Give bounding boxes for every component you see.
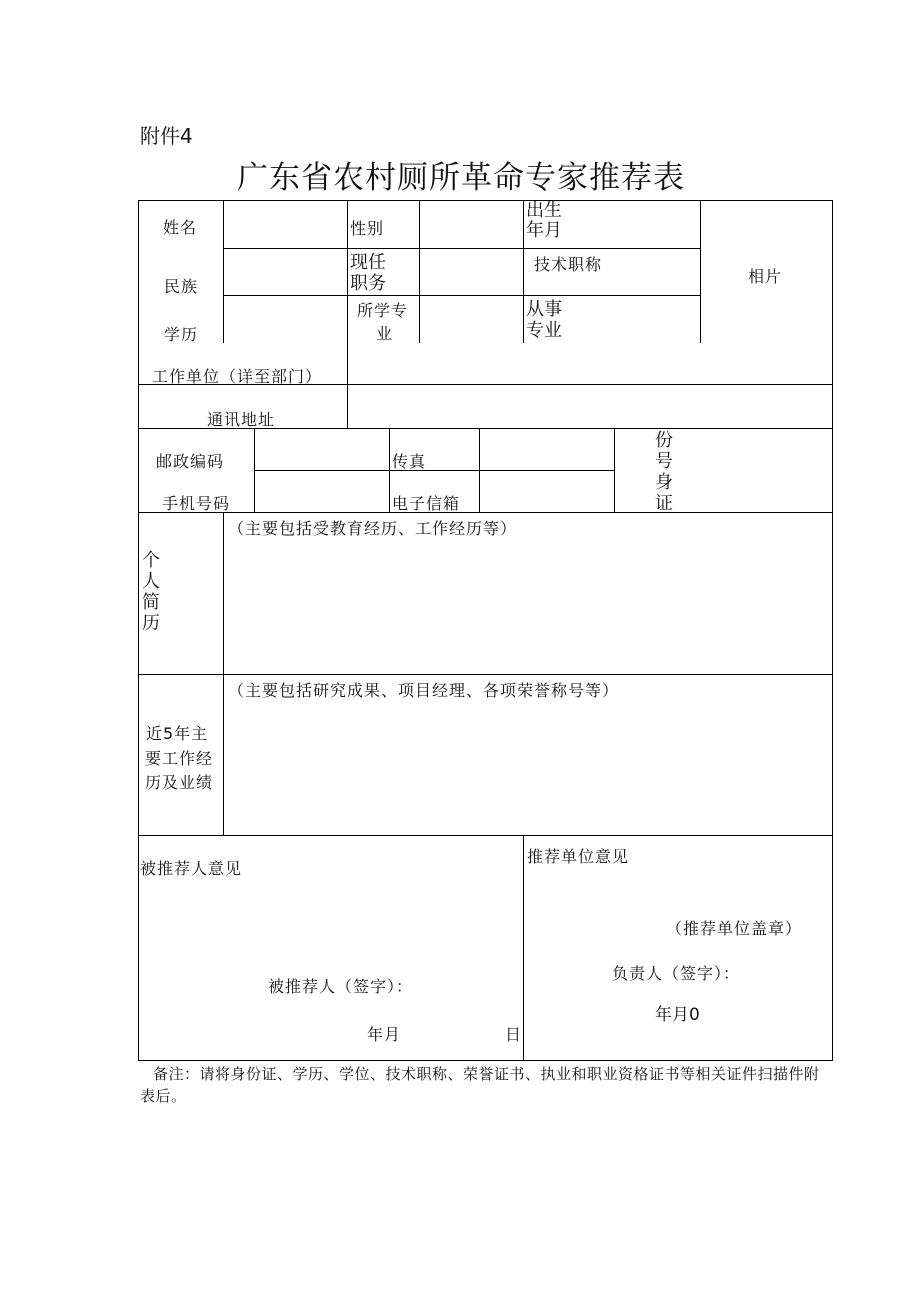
position-label-line1: 现任 [350, 252, 386, 273]
postcode-field[interactable] [257, 431, 387, 468]
gender-field[interactable] [422, 203, 520, 246]
nominee-date-ym: 年月 [367, 1025, 402, 1044]
ethnicity-field[interactable] [226, 251, 344, 293]
major-field[interactable] [422, 298, 520, 341]
postcode-label: 邮政编码 [156, 452, 225, 471]
major-label-line2: 业 [376, 324, 394, 343]
fax-label: 传真 [392, 452, 427, 471]
nominee-date-d: 日 [505, 1025, 523, 1044]
gender-label: 性别 [350, 219, 385, 238]
education-field[interactable] [226, 298, 344, 341]
work5-label-line2: 要工作经 [145, 749, 214, 768]
work5-label-line1: 近5年主 [146, 724, 209, 743]
birth-label-line1: 出生 [526, 200, 562, 221]
work5-label-line3: 历及业绩 [145, 773, 214, 792]
name-field[interactable] [226, 203, 344, 246]
resume-hint: （主要包括受教育经历、工作经历等） [228, 519, 518, 538]
position-label-line2: 职务 [350, 273, 386, 294]
nominee-sign-label: 被推荐人（签字）： [268, 977, 414, 996]
birth-field[interactable] [600, 203, 697, 246]
major-label-line1: 所学专 [357, 301, 409, 320]
work5-textarea[interactable] [226, 702, 830, 833]
workplace-field[interactable] [350, 346, 830, 382]
birth-label-line2: 年月 [526, 220, 562, 241]
email-label: 电子信箱 [392, 494, 461, 513]
ethnicity-label: 民族 [164, 277, 199, 296]
mobile-label: 手机号码 [162, 494, 231, 513]
workplace-label: 工作单位（详至部门） [152, 367, 323, 386]
address-label: 通讯地址 [207, 410, 276, 429]
nominee-opinion-area[interactable] [141, 880, 521, 960]
email-field[interactable] [482, 473, 612, 510]
footnote: 备注：请将身份证、学历、学位、技术职称、荣誉证书、执业和职业资格证书等相关证件扫描件附表后。 [140, 1065, 820, 1105]
id-card-field[interactable] [680, 431, 830, 510]
unit-opinion-label: 推荐单位意见 [527, 847, 630, 866]
tech-title-label: 技术职称 [534, 255, 603, 274]
resume-textarea[interactable] [226, 540, 830, 672]
position-field[interactable] [422, 251, 520, 293]
education-label: 学历 [164, 325, 199, 344]
attachment-label: 附件4 [140, 124, 193, 148]
field-label-line1: 从事 [526, 299, 562, 320]
unit-opinion-area[interactable] [526, 868, 830, 908]
nominee-opinion-label: 被推荐人意见 [140, 859, 243, 878]
work5-hint: （主要包括研究成果、项目经理、各项荣誉称号等） [228, 681, 620, 700]
photo-label: 相片 [748, 267, 783, 286]
name-label: 姓名 [163, 218, 198, 237]
fax-field[interactable] [482, 431, 612, 468]
form-title: 广东省农村厕所革命专家推荐表 [237, 160, 685, 196]
unit-date: 年月0 [655, 1005, 700, 1025]
photo-area[interactable] [703, 203, 830, 341]
unit-sign-label: 负责人（签字）： [612, 964, 741, 983]
resume-label: 个人简历 [142, 550, 160, 634]
unit-seal-label: （推荐单位盖章） [666, 919, 803, 938]
id-card-label: 份号身证 [655, 430, 673, 514]
address-field[interactable] [350, 387, 830, 426]
mobile-field[interactable] [257, 473, 387, 510]
field-label-line2: 专业 [526, 320, 562, 341]
